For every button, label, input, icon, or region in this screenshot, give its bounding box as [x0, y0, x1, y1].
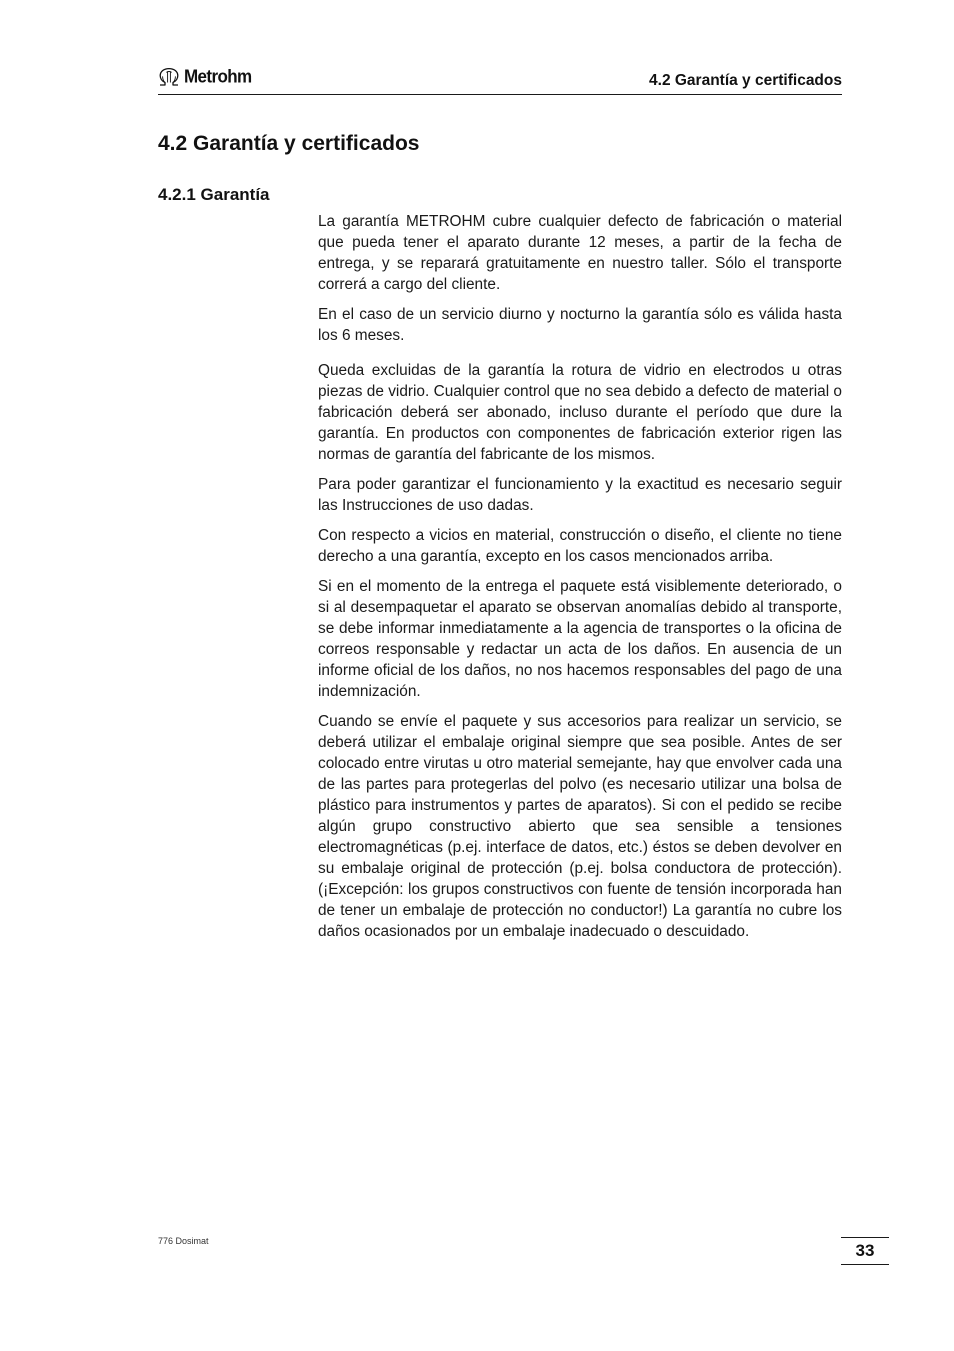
running-header-title: 4.2 Garantía y certificados [649, 72, 842, 89]
page-number: 33 [841, 1237, 889, 1265]
section-heading: 4.2 Garantía y certificados [158, 132, 420, 155]
brand-logo [158, 66, 252, 88]
body-text [318, 211, 842, 951]
omega-logo-icon [158, 67, 180, 87]
page-header [158, 62, 842, 95]
paragraph: Si en el momento de la entrega el paquete está visiblemente deteriorado, o si al desempaquetar el aparato se observan anomalías debido al transporte, se debe informar inmediatamente a la agencia de transportes o la oficina de correos responsable y redactar un acta de los daños. En ausencia de un informe oficial de los daños, no nos hacemos responsables del pago de una indemnización. [318, 578, 842, 700]
footer-product-name: 776 Dosimat [158, 1236, 209, 1246]
brand-name: Metrohm [184, 66, 252, 87]
paragraph: En el caso de un servicio diurno y nocturno la garantía sólo es válida hasta los 6 meses. [318, 306, 842, 344]
paragraph: Queda excluidas de la garantía la rotura de vidrio en electrodos u otras piezas de vidrio. Cualquier control que no sea debido a defecto de material o fabricación deberá ser abonado, incluso durante el período que dure la garantía. En productos con componentes de fabricación exterior rigen las normas de garantía del fabricante de los mismos. [318, 362, 842, 463]
subsection-heading: 4.2.1 Garantía [158, 185, 270, 204]
paragraph: Cuando se envíe el paquete y sus accesorios para realizar un servicio, se deberá utilizar el embalaje original siempre que sea posible. Antes de ser colocado entre virutas u otro material semejante, hay que envolver cada una de las partes para protegerlas del polvo (es necesario utilizar una bolsa de plástico para instrumentos y partes de aparatos). Si con el pedido se recibe algún grupo constructivo abierto que sea sensible a tensiones electromagnéticas (p.ej. interface de datos, etc.) éstos se deben devolver en su embalaje original de protección (p.ej. bolsa conductora de protección). (¡Excepción: los grupos constructivos con fuente de tensión incorporada han de tener un embalaje de protección no conductor!) La garantía no cubre los daños ocasionados por un embalaje inadecuado o descuidado. [318, 713, 842, 940]
paragraph: Para poder garantizar el funcionamiento y la exactitud es necesario seguir las Instrucciones de uso dadas. [318, 476, 842, 514]
paragraph: Con respecto a vicios en material, construcción o diseño, el cliente no tiene derecho a una garantía, excepto en los casos mencionados arriba. [318, 527, 842, 565]
paragraph: La garantía METROHM cubre cualquier defecto de fabricación o material que pueda tener el aparato durante 12 meses, a partir de la fecha de entrega, y se reparará gratuitamente en nuestro taller. Sólo el transporte correrá a cargo del cliente. [318, 213, 842, 293]
